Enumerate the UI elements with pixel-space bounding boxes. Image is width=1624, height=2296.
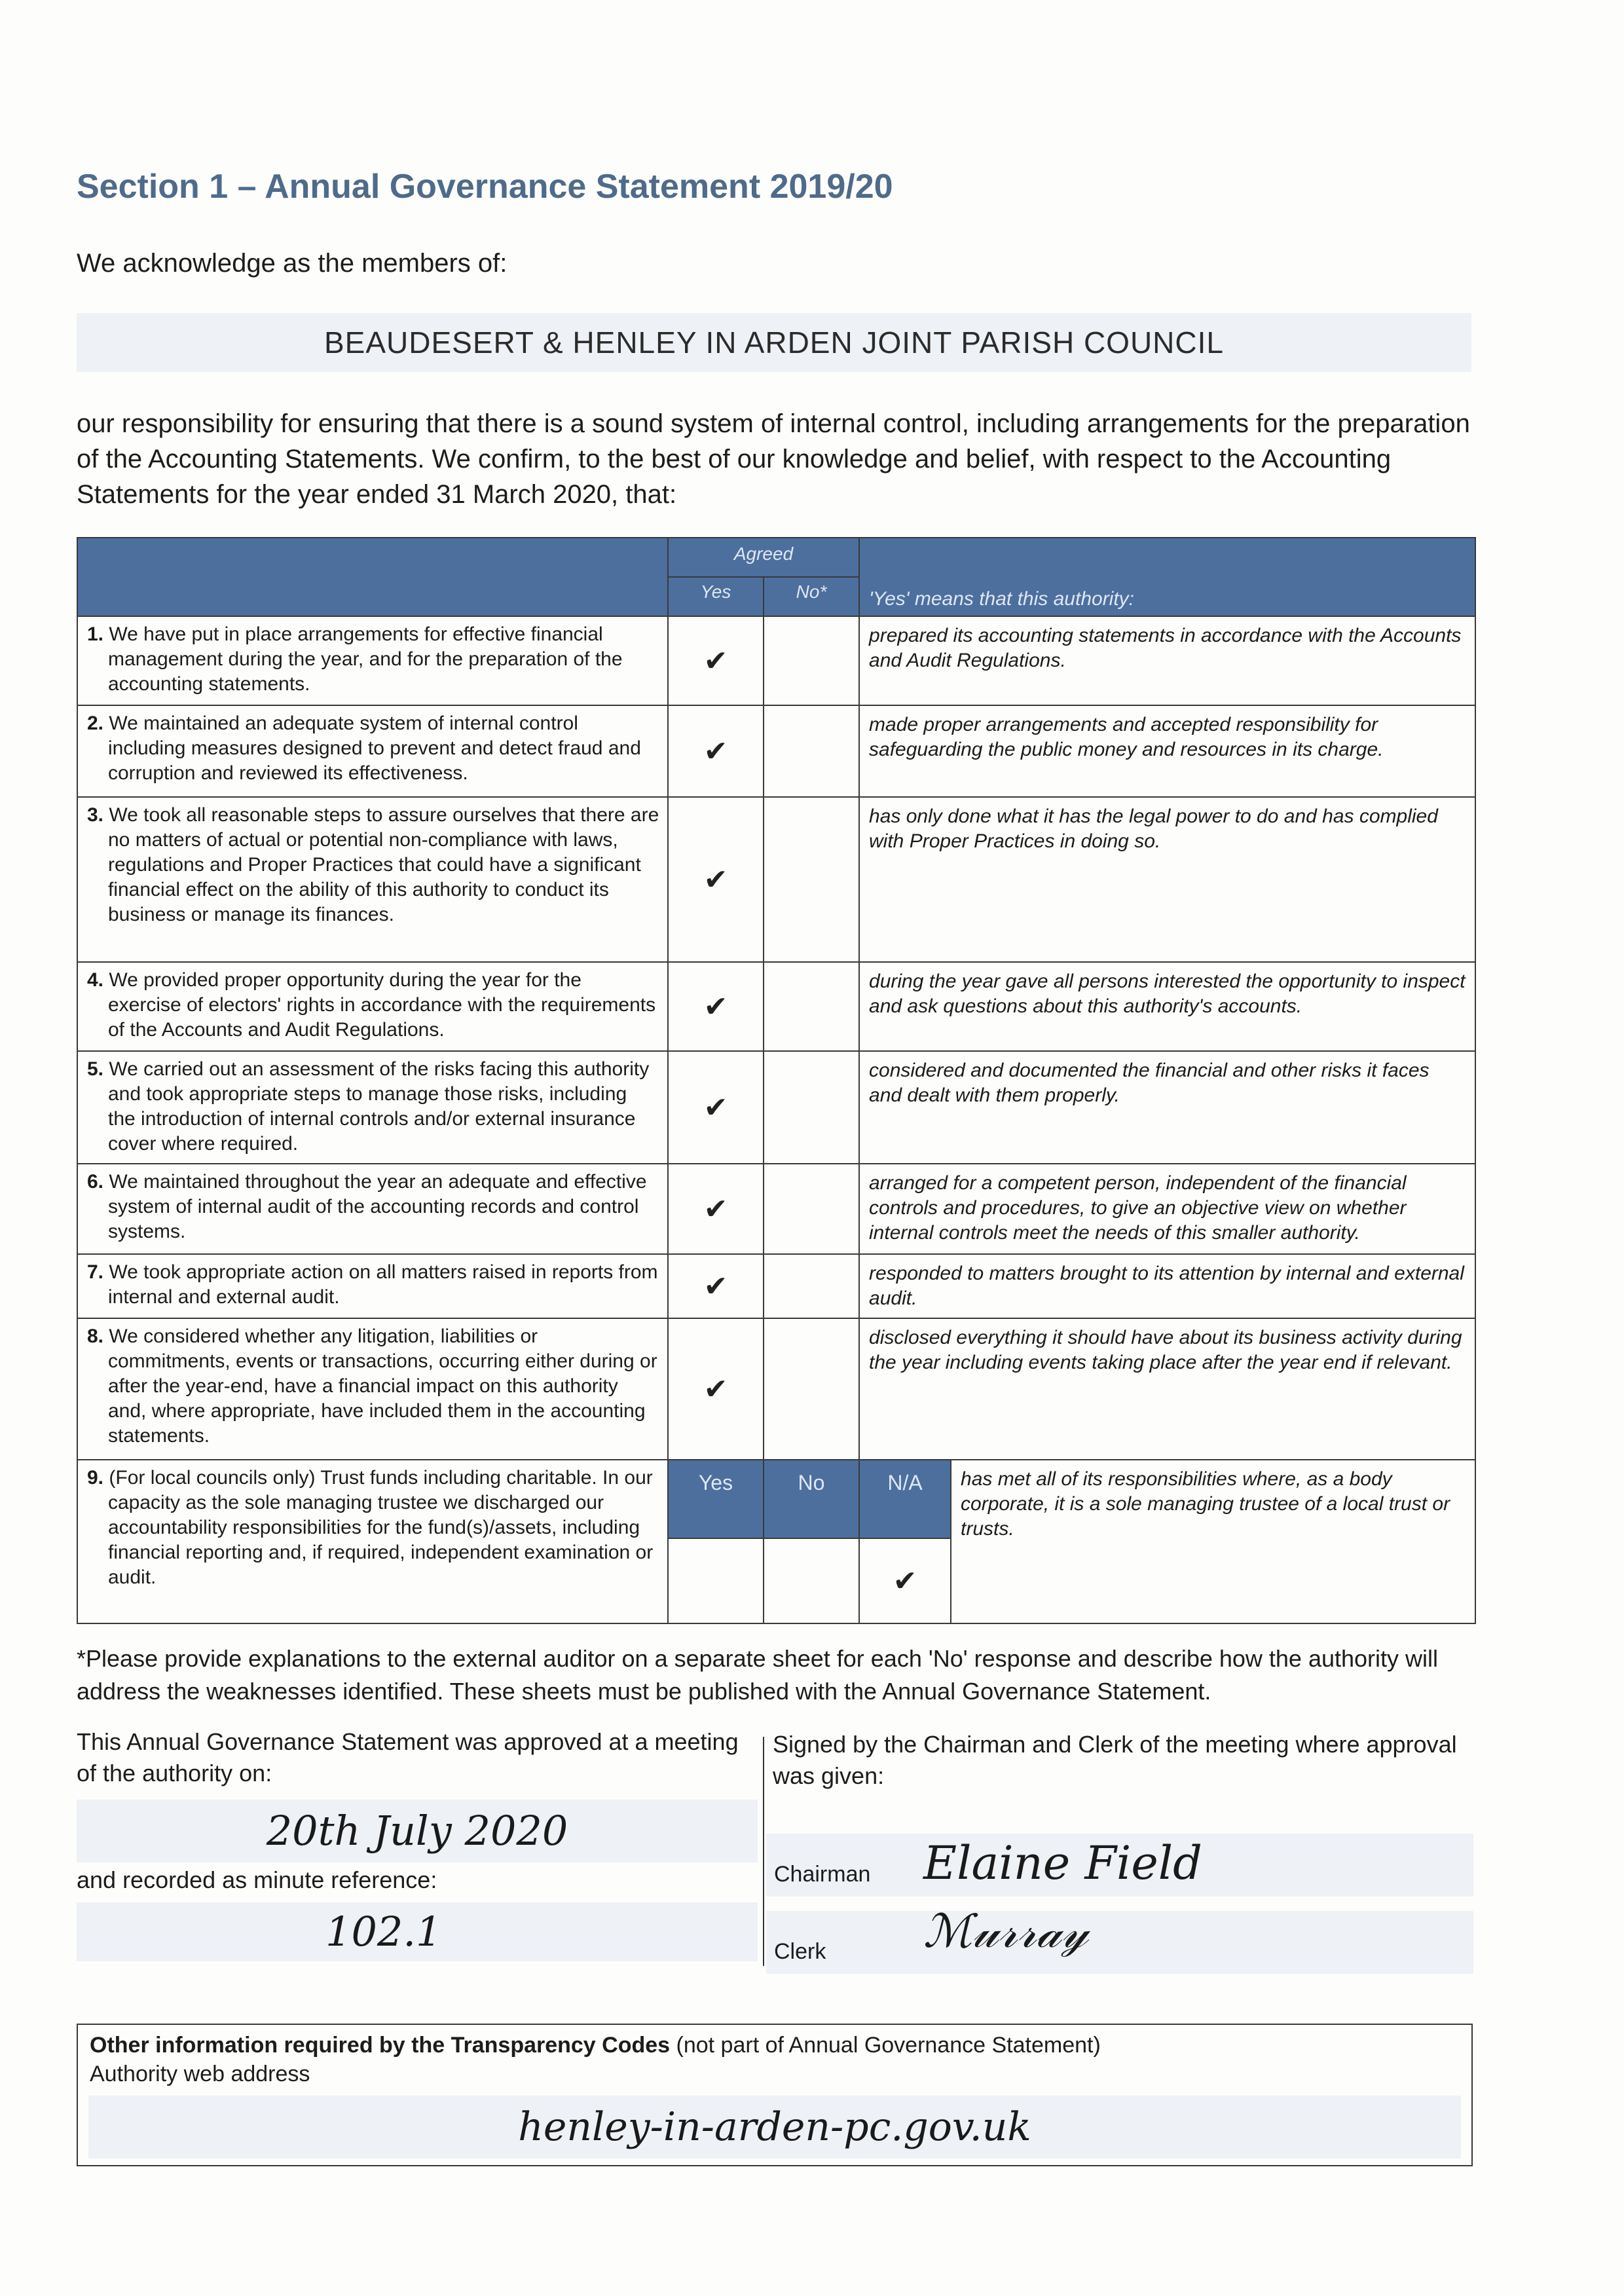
checkmark-icon: ✔ [703, 644, 728, 677]
statement-text: We maintained throughout the year an adequate and effective system of internal audit of the accounting records and control systems. [108, 1171, 647, 1242]
signed-text: Signed by the Chairman and Clerk of the meeting where approval was given: [773, 1731, 1457, 1789]
statement-text: We took all reasonable steps to assure ourselves that there are no matters of actual or potential non-compliance with laws, regulations and Proper Practices that could have a significant financial effect on the ability of this authority to conduct its business or manage its finances. [108, 804, 659, 925]
divider [763, 1737, 764, 1966]
statement-text: We took appropriate action on all matters raised in reports from internal and external audit. [108, 1261, 658, 1308]
minute-label: and recorded as minute reference: [77, 1866, 437, 1893]
statement-number: 6. [87, 1171, 104, 1193]
table-row [77, 1164, 1475, 1254]
statement-cell [77, 1318, 668, 1460]
statement-text: We considered whether any litigation, liabilities or commitments, events or transactions, occurring either during or after the year-end, have a financial impact on this authority and, where appropriate, have included them in the accounting statements. [108, 1325, 657, 1447]
web-address-field[interactable]: henley-in-arden-pc.gov.uk [88, 2096, 1461, 2158]
statement-number: 7. [87, 1261, 104, 1283]
yes-checkbox[interactable] [668, 1051, 764, 1164]
clerk-signature-row[interactable] [766, 1904, 1473, 1974]
table-row [77, 705, 1475, 797]
statement-number: 8. [87, 1325, 104, 1347]
means-text: prepared its accounting statements in accordance with the Accounts and Audit Regulations. [859, 616, 1475, 705]
yes-checkbox[interactable] [668, 1318, 764, 1460]
checkmark-icon: ✔ [703, 990, 728, 1023]
checkmark-icon: ✔ [703, 1193, 728, 1225]
means-text: during the year gave all persons interested the opportunity to inspect and ask questions about this authority's accounts. [859, 962, 1475, 1051]
governance-table [77, 537, 1476, 1624]
no-checkbox[interactable] [764, 616, 859, 705]
trust-yes-checkbox[interactable] [668, 1538, 764, 1623]
transparency-heading-rest: (not part of Annual Governance Statement) [670, 2033, 1101, 2058]
table-row [77, 797, 1475, 962]
yes-checkbox[interactable] [668, 1254, 764, 1318]
no-checkbox[interactable] [764, 1051, 859, 1164]
statement-number: 3. [87, 804, 104, 826]
no-checkbox[interactable] [764, 1318, 859, 1460]
trust-no-header: No [764, 1460, 859, 1538]
means-text: arranged for a competent person, independent of the financial controls and procedures, to give an objective view on whether internal controls meet the needs of this smaller authority. [859, 1164, 1475, 1254]
statement-number: 4. [87, 969, 104, 991]
section-title: Section 1 – Annual Governance Statement 2019/20 [77, 168, 893, 206]
minute-reference-field[interactable]: 102.1 [77, 1902, 758, 1961]
acknowledge-text: We acknowledge as the members of: [77, 249, 507, 278]
yes-checkbox[interactable] [668, 616, 764, 705]
statement-cell [77, 705, 668, 797]
trust-na-checkbox[interactable] [859, 1538, 951, 1623]
table-row [77, 1051, 1475, 1164]
governance-table-wrap [77, 537, 1475, 1624]
yes-checkbox[interactable] [668, 1164, 764, 1254]
table-row-trust [77, 1460, 1475, 1538]
yes-checkbox[interactable] [668, 705, 764, 797]
statement-cell [77, 962, 668, 1051]
statement-text: We carried out an assessment of the risks facing this authority and took appropriate steps to manage those risks, including the introduction of internal controls and/or external insurance cover where required. [108, 1058, 650, 1155]
intro-text: our responsibility for ensuring that there is a sound system of internal control, including arrangements for the preparation of the Accounting Statements. We confirm, to the best of our knowledge and belief, with respect to the Accounting Statements for the year ended 31 March 2020, that: [77, 409, 1470, 509]
statement-cell [77, 1051, 668, 1164]
transparency-box [77, 2024, 1473, 2166]
no-checkbox[interactable] [764, 797, 859, 962]
clerk-label: Clerk [774, 1939, 826, 1964]
council-name: BEAUDESERT & HENLEY IN ARDEN JOINT PARISH COUNCIL [77, 313, 1471, 372]
statement-cell [77, 1460, 668, 1623]
checkmark-icon: ✔ [703, 735, 728, 768]
no-checkbox[interactable] [764, 1164, 859, 1254]
header-agreed: Agreed [668, 538, 859, 577]
yes-checkbox[interactable] [668, 797, 764, 962]
statement-cell [77, 797, 668, 962]
no-checkbox[interactable] [764, 705, 859, 797]
header-blank [77, 538, 668, 616]
header-means: 'Yes' means that this authority: [859, 538, 1475, 616]
checkmark-icon: ✔ [703, 1373, 728, 1405]
footnote: *Please provide explanations to the external auditor on a separate sheet for each 'No' response and describe how the authority will address the weaknesses identified. These sheets must be published with the Annual Governance Statement. [77, 1645, 1439, 1705]
statement-cell [77, 1164, 668, 1254]
checkmark-icon: ✔ [703, 1270, 728, 1303]
means-text: disclosed everything it should have about its business activity during the year including events taking place after the year end if relevant. [859, 1318, 1475, 1460]
statement-number: 1. [87, 623, 104, 645]
transparency-heading [90, 2033, 1101, 2058]
trust-yes-header: Yes [668, 1460, 764, 1538]
statement-number: 9. [87, 1467, 104, 1489]
statement-text: We provided proper opportunity during the year for the exercise of electors' rights in accordance with the requirements of the Accounts and Audit Regulations. [108, 969, 656, 1041]
approved-text: This Annual Governance Statement was approved at a meeting of the authority on: [77, 1728, 739, 1787]
means-text: has only done what it has the legal power to do and has complied with Proper Practices in doing so. [859, 797, 1475, 962]
statement-text: We maintained an adequate system of internal control including measures designed to prevent and detect fraud and corruption and reviewed its effectiveness. [108, 713, 641, 784]
table-row [77, 616, 1475, 705]
table-row [77, 1254, 1475, 1318]
clerk-signature: ℳ𝓊𝓇𝓇𝒶𝓎 [923, 1904, 1088, 1958]
means-text: considered and documented the financial and other risks it faces and dealt with them properly. [859, 1051, 1475, 1164]
statement-text: We have put in place arrangements for effective financial management during the year, and for the preparation of the accounting statements. [108, 623, 623, 695]
no-checkbox[interactable] [764, 962, 859, 1051]
statement-text: (For local councils only) Trust funds including charitable. In our capacity as the sole managing trustee we discharged our accountability responsibilities for the fund(s)/assets, including financial reporting and, if required, independent examination or audit. [108, 1467, 654, 1588]
table-row [77, 962, 1475, 1051]
statement-number: 5. [87, 1058, 104, 1080]
chairman-signature-row[interactable] [766, 1834, 1473, 1897]
yes-checkbox[interactable] [668, 962, 764, 1051]
means-text: has met all of its responsibilities where, as a body corporate, it is a sole managing trustee of a local trust or trusts. [951, 1460, 1475, 1623]
statement-cell [77, 1254, 668, 1318]
table-row [77, 1318, 1475, 1460]
trust-na-header: N/A [859, 1460, 951, 1538]
header-no: No* [764, 577, 859, 616]
trust-no-checkbox[interactable] [764, 1538, 859, 1623]
meeting-date-field[interactable]: 20th July 2020 [77, 1800, 758, 1862]
no-checkbox[interactable] [764, 1254, 859, 1318]
checkmark-icon: ✔ [703, 1091, 728, 1124]
transparency-heading-bold: Other information required by the Transparency Codes [90, 2033, 671, 2058]
means-text: made proper arrangements and accepted responsibility for safeguarding the public money and resources in its charge. [859, 705, 1475, 797]
header-yes: Yes [668, 577, 764, 616]
statement-cell [77, 616, 668, 705]
means-text: responded to matters brought to its attention by internal and external audit. [859, 1254, 1475, 1318]
chairman-label: Chairman [774, 1862, 871, 1887]
chairman-signature: Elaine Field [923, 1836, 1202, 1890]
checkmark-icon: ✔ [893, 1565, 917, 1597]
web-address-label: Authority web address [90, 2062, 310, 2086]
checkmark-icon: ✔ [703, 863, 728, 896]
statement-number: 2. [87, 713, 104, 734]
